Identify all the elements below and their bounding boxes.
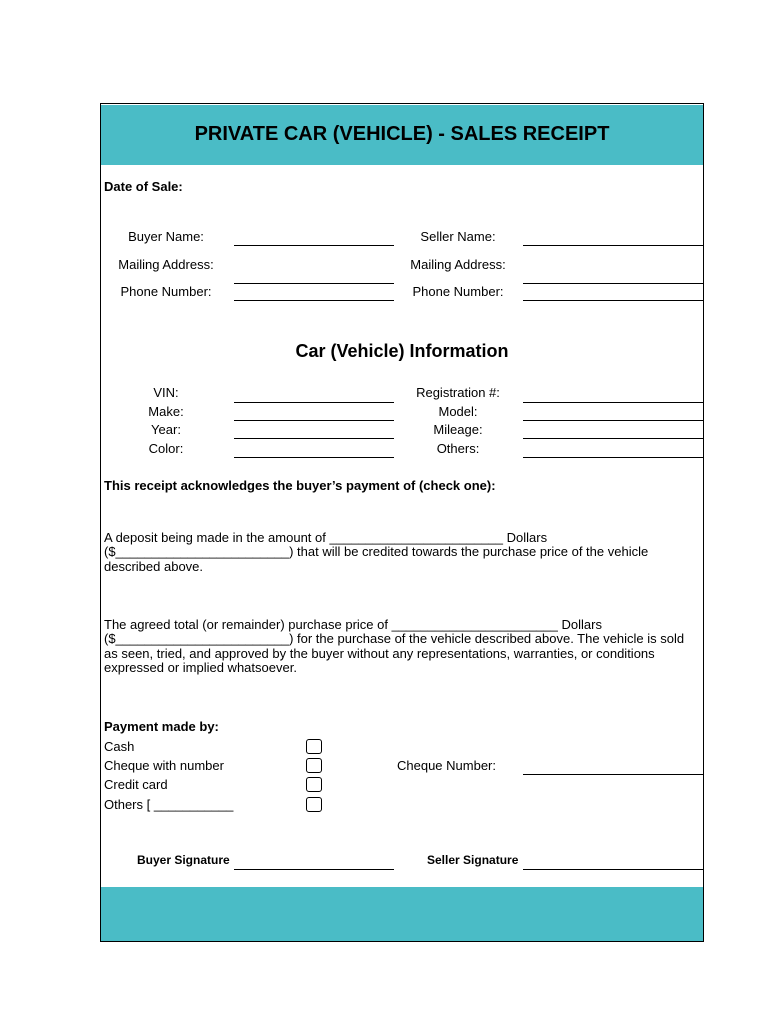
seller-name-field[interactable]	[523, 245, 703, 246]
vin-label: VIN:	[153, 384, 179, 400]
mileage-label: Mileage:	[433, 421, 483, 437]
buyer-signature-label: Buyer Signature	[137, 853, 230, 867]
make-label: Make:	[148, 403, 184, 419]
buyer-phone-label: Phone Number:	[120, 283, 212, 299]
deposit-paragraph	[104, 531, 648, 575]
seller-signature-field[interactable]	[523, 869, 703, 870]
payment-method-cash-checkbox[interactable]	[306, 739, 322, 754]
vehicle-info-heading: Car (Vehicle) Information	[295, 341, 509, 361]
others-field[interactable]	[523, 457, 703, 458]
buyer-signature-field[interactable]	[234, 869, 394, 870]
deposit-line: described above.	[104, 558, 204, 574]
others-label: Others:	[436, 440, 480, 456]
buyer-phone-field[interactable]	[234, 300, 394, 301]
total-price-line: The agreed total (or remainder) purchase price of _______________________ Dollars	[104, 616, 602, 632]
payment-method-cheque-checkbox[interactable]	[306, 758, 322, 773]
payment-method-others-label: Others [ ___________	[104, 796, 234, 812]
total-price-paragraph	[104, 618, 684, 676]
payment-method-credit-card-checkbox[interactable]	[306, 777, 322, 792]
total-price-line: ($________________________) for the purchase of the vehicle described above. The vehicle is sold	[104, 631, 685, 646]
year-label: Year:	[151, 421, 181, 437]
model-field[interactable]	[523, 420, 703, 421]
color-label: Color:	[148, 440, 184, 456]
buyer-name-label: Buyer Name:	[128, 228, 204, 244]
deposit-line: A deposit being made in the amount of ________________________ Dollars	[104, 529, 548, 545]
payment-method-others-checkbox[interactable]	[306, 797, 322, 812]
registration-field[interactable]	[523, 402, 703, 403]
seller-mailing-address-label: Mailing Address:	[410, 256, 506, 272]
payment-acknowledgement: This receipt acknowledges the buyer’s payment of (check one):	[104, 477, 496, 493]
seller-name-label: Seller Name:	[420, 228, 496, 244]
document-title: PRIVATE CAR (VEHICLE) - SALES RECEIPT	[194, 123, 610, 145]
color-field[interactable]	[234, 457, 394, 458]
deposit-line: ($________________________) that will be credited towards the purchase price of the vehicle	[104, 544, 649, 559]
payment-method-cheque-label: Cheque with number	[104, 757, 224, 773]
date-of-sale-label: Date of Sale:	[104, 178, 183, 194]
registration-label: Registration #:	[416, 384, 500, 400]
year-field[interactable]	[234, 438, 394, 439]
cheque-number-field[interactable]	[523, 774, 703, 775]
seller-phone-field[interactable]	[523, 300, 703, 301]
payment-method-credit-card-label: Credit card	[104, 776, 168, 792]
make-field[interactable]	[234, 420, 394, 421]
seller-phone-label: Phone Number:	[412, 283, 504, 299]
payment-method-cash-label: Cash	[104, 738, 135, 754]
cheque-number-label: Cheque Number:	[397, 757, 496, 773]
total-price-line: expressed or implied whatsoever.	[104, 660, 297, 675]
model-label: Model:	[438, 403, 478, 419]
buyer-mailing-address-label: Mailing Address:	[118, 256, 214, 272]
buyer-name-field[interactable]	[234, 245, 394, 246]
vin-field[interactable]	[234, 402, 394, 403]
payment-method-heading: Payment made by:	[104, 718, 219, 734]
footer-band	[101, 887, 703, 941]
seller-mailing-address-field[interactable]	[523, 283, 703, 284]
total-price-line: as seen, tried, and approved by the buyer without any representations, warranties, or conditions	[104, 645, 655, 661]
buyer-mailing-address-field[interactable]	[234, 283, 394, 284]
mileage-field[interactable]	[523, 438, 703, 439]
seller-signature-label: Seller Signature	[427, 853, 519, 867]
